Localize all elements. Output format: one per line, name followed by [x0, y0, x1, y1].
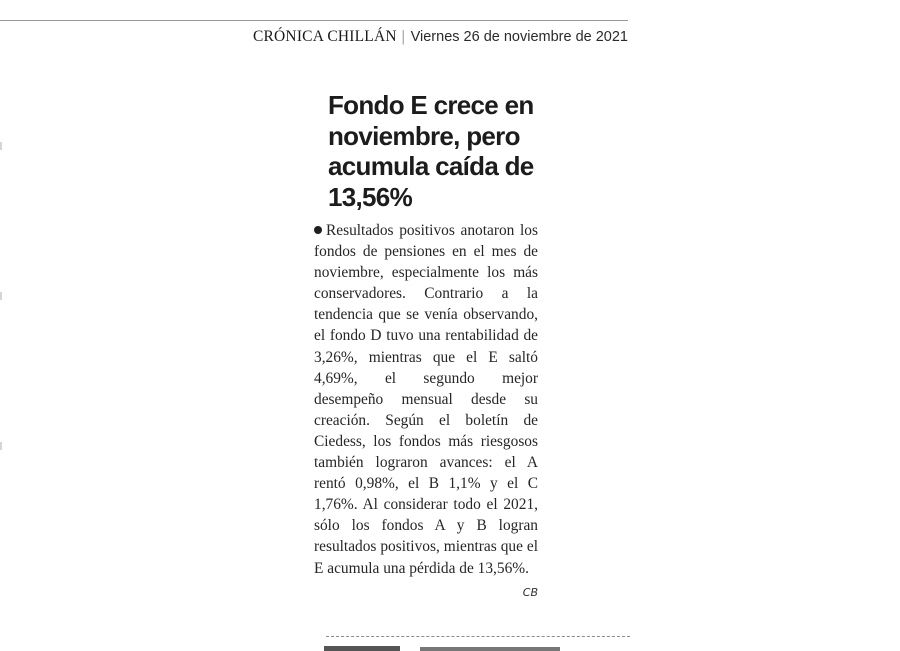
page-header	[253, 28, 628, 46]
author-signature: CB	[522, 585, 538, 599]
article-body-text: Resultados positivos anotaron los fondos de pensiones en el mes de noviembre, especialmente los más conservadores. Contrario a la tendencia que se venía observando, el fondo D tuvo una rentabilidad de 3,26%, mientras que el E saltó 4,69%, el segundo mejor desempeño mensual desde su creación. Según el boletín de Ciedess, los fondos más riesgosos también lograron avances: el A rentó 0,98%, el B 1,1% y el C 1,76%. Al considerar todo el 2021, sólo los fondos A y B logran resultados positivos, mientras que el E acumula una pérdida de 13,56%.	[314, 222, 538, 577]
article-headline: Fondo E crece en noviembre, pero acumula caída de 13,56%	[328, 90, 534, 212]
edge-mark	[0, 142, 2, 150]
header-separator: |	[401, 28, 405, 45]
top-rule	[0, 20, 628, 21]
issue-date: Viernes 26 de noviembre de 2021	[410, 29, 628, 45]
edge-mark	[0, 442, 2, 450]
article-body	[314, 220, 538, 603]
publication-name: CRÓNICA CHILLÁN	[252, 28, 397, 45]
next-article-cut-text	[420, 647, 560, 651]
bullet-icon	[314, 226, 322, 234]
next-article-cut-line	[324, 646, 400, 651]
bottom-rule	[326, 636, 630, 637]
edge-mark	[0, 292, 2, 300]
